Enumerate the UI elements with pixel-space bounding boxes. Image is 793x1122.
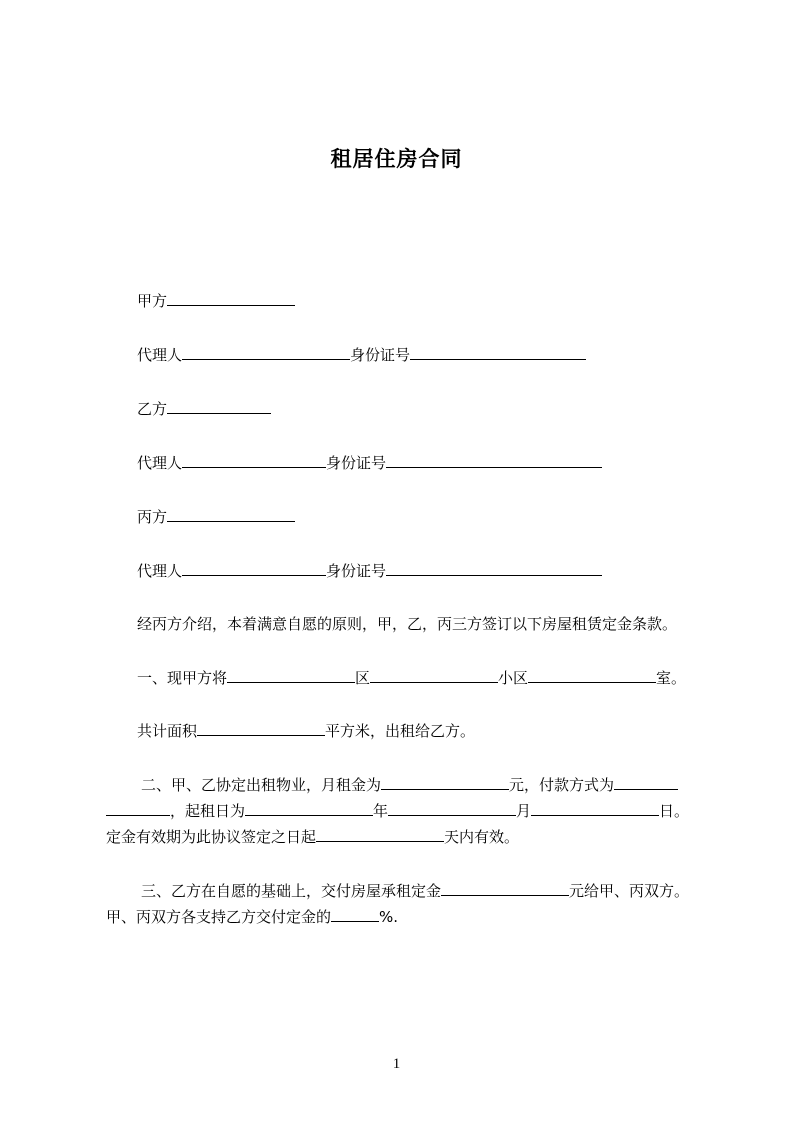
clause3-suffix: 元给甲、丙双方。 (569, 882, 690, 900)
deposit-amount-blank[interactable] (441, 880, 569, 896)
agent-a-line (137, 344, 586, 365)
party-b-blank[interactable] (167, 398, 271, 414)
agent-c-label: 代理人 (137, 562, 183, 580)
clause2-month: 月 (516, 802, 532, 820)
party-b-line (137, 398, 271, 419)
area-prefix: 共计面积 (137, 722, 198, 740)
start-month-blank[interactable] (388, 800, 516, 816)
clause1-district-blank[interactable] (227, 667, 355, 683)
intro-text: 经丙方介绍，本着满意自愿的原则，甲，乙，丙三方签订以下房屋租赁定金条款。 (137, 615, 678, 633)
clause2-year: 年 (373, 802, 389, 820)
validity-prefix: 定金有效期为此协议签定之日起 (106, 828, 317, 846)
clause1-community-blank[interactable] (370, 667, 498, 683)
agent-a-name-blank[interactable] (182, 344, 350, 360)
clause2-yuan: 元，付款方式为 (509, 776, 615, 794)
clause2-line2 (106, 800, 689, 821)
payment-method-blank[interactable] (614, 774, 678, 790)
party-a-blank[interactable] (167, 290, 295, 306)
area-blank[interactable] (197, 720, 325, 736)
clause1-district-label: 区 (355, 669, 371, 687)
clause1-room-blank[interactable] (528, 667, 656, 683)
clause1b-line (137, 720, 475, 741)
clause2-start: ，起租日为 (170, 802, 246, 820)
clause2-line1 (141, 774, 678, 795)
clause3-line2 (106, 906, 398, 927)
agent-c-name-blank[interactable] (182, 560, 326, 576)
document-title: 租居住房合同 (330, 147, 463, 171)
start-day-blank[interactable] (531, 800, 659, 816)
agent-a-id-label: 身份证号 (350, 346, 411, 364)
validity-days-blank[interactable] (316, 826, 444, 842)
intro-line (137, 614, 677, 634)
clause1-community-label: 小区 (498, 669, 529, 687)
agent-c-line (137, 560, 602, 581)
clause3-line2-suffix: %. (379, 908, 399, 926)
start-year-blank[interactable] (245, 800, 373, 816)
clause2-prefix: 二、甲、乙协定出租物业，月租金为 (141, 776, 382, 794)
agent-b-name-blank[interactable] (182, 452, 326, 468)
deposit-percent-blank[interactable] (331, 906, 379, 922)
party-a-line (137, 290, 295, 311)
clause3-line2-prefix: 甲、丙双方各支持乙方交付定金的 (106, 908, 332, 926)
rent-blank[interactable] (381, 774, 509, 790)
area-suffix: 平方米，出租给乙方。 (325, 722, 476, 740)
party-c-blank[interactable] (167, 506, 295, 522)
clause3-prefix: 三、乙方在自愿的基础上，交付房屋承租定金 (141, 882, 442, 900)
clause1-prefix: 一、现甲方将 (137, 669, 228, 687)
clause3-line1 (141, 880, 689, 901)
clause2-day: 日。 (659, 802, 690, 820)
validity-suffix: 天内有效。 (444, 828, 520, 846)
agent-a-label: 代理人 (137, 346, 183, 364)
agent-a-id-blank[interactable] (410, 344, 586, 360)
agent-b-id-blank[interactable] (386, 452, 602, 468)
agent-c-id-blank[interactable] (386, 560, 602, 576)
agent-b-id-label: 身份证号 (326, 454, 387, 472)
clause1-line (137, 667, 686, 688)
agent-b-label: 代理人 (137, 454, 183, 472)
agent-c-id-label: 身份证号 (326, 562, 387, 580)
party-a-label: 甲方 (137, 292, 168, 310)
page-number: 1 (392, 1056, 401, 1072)
party-c-line (137, 506, 295, 527)
clause2-line3 (106, 826, 519, 847)
agent-b-line (137, 452, 602, 473)
party-b-label: 乙方 (137, 400, 168, 418)
clause1-room-label: 室。 (656, 669, 687, 687)
party-c-label: 丙方 (137, 508, 168, 526)
payment-method-blank-cont[interactable] (106, 800, 170, 816)
